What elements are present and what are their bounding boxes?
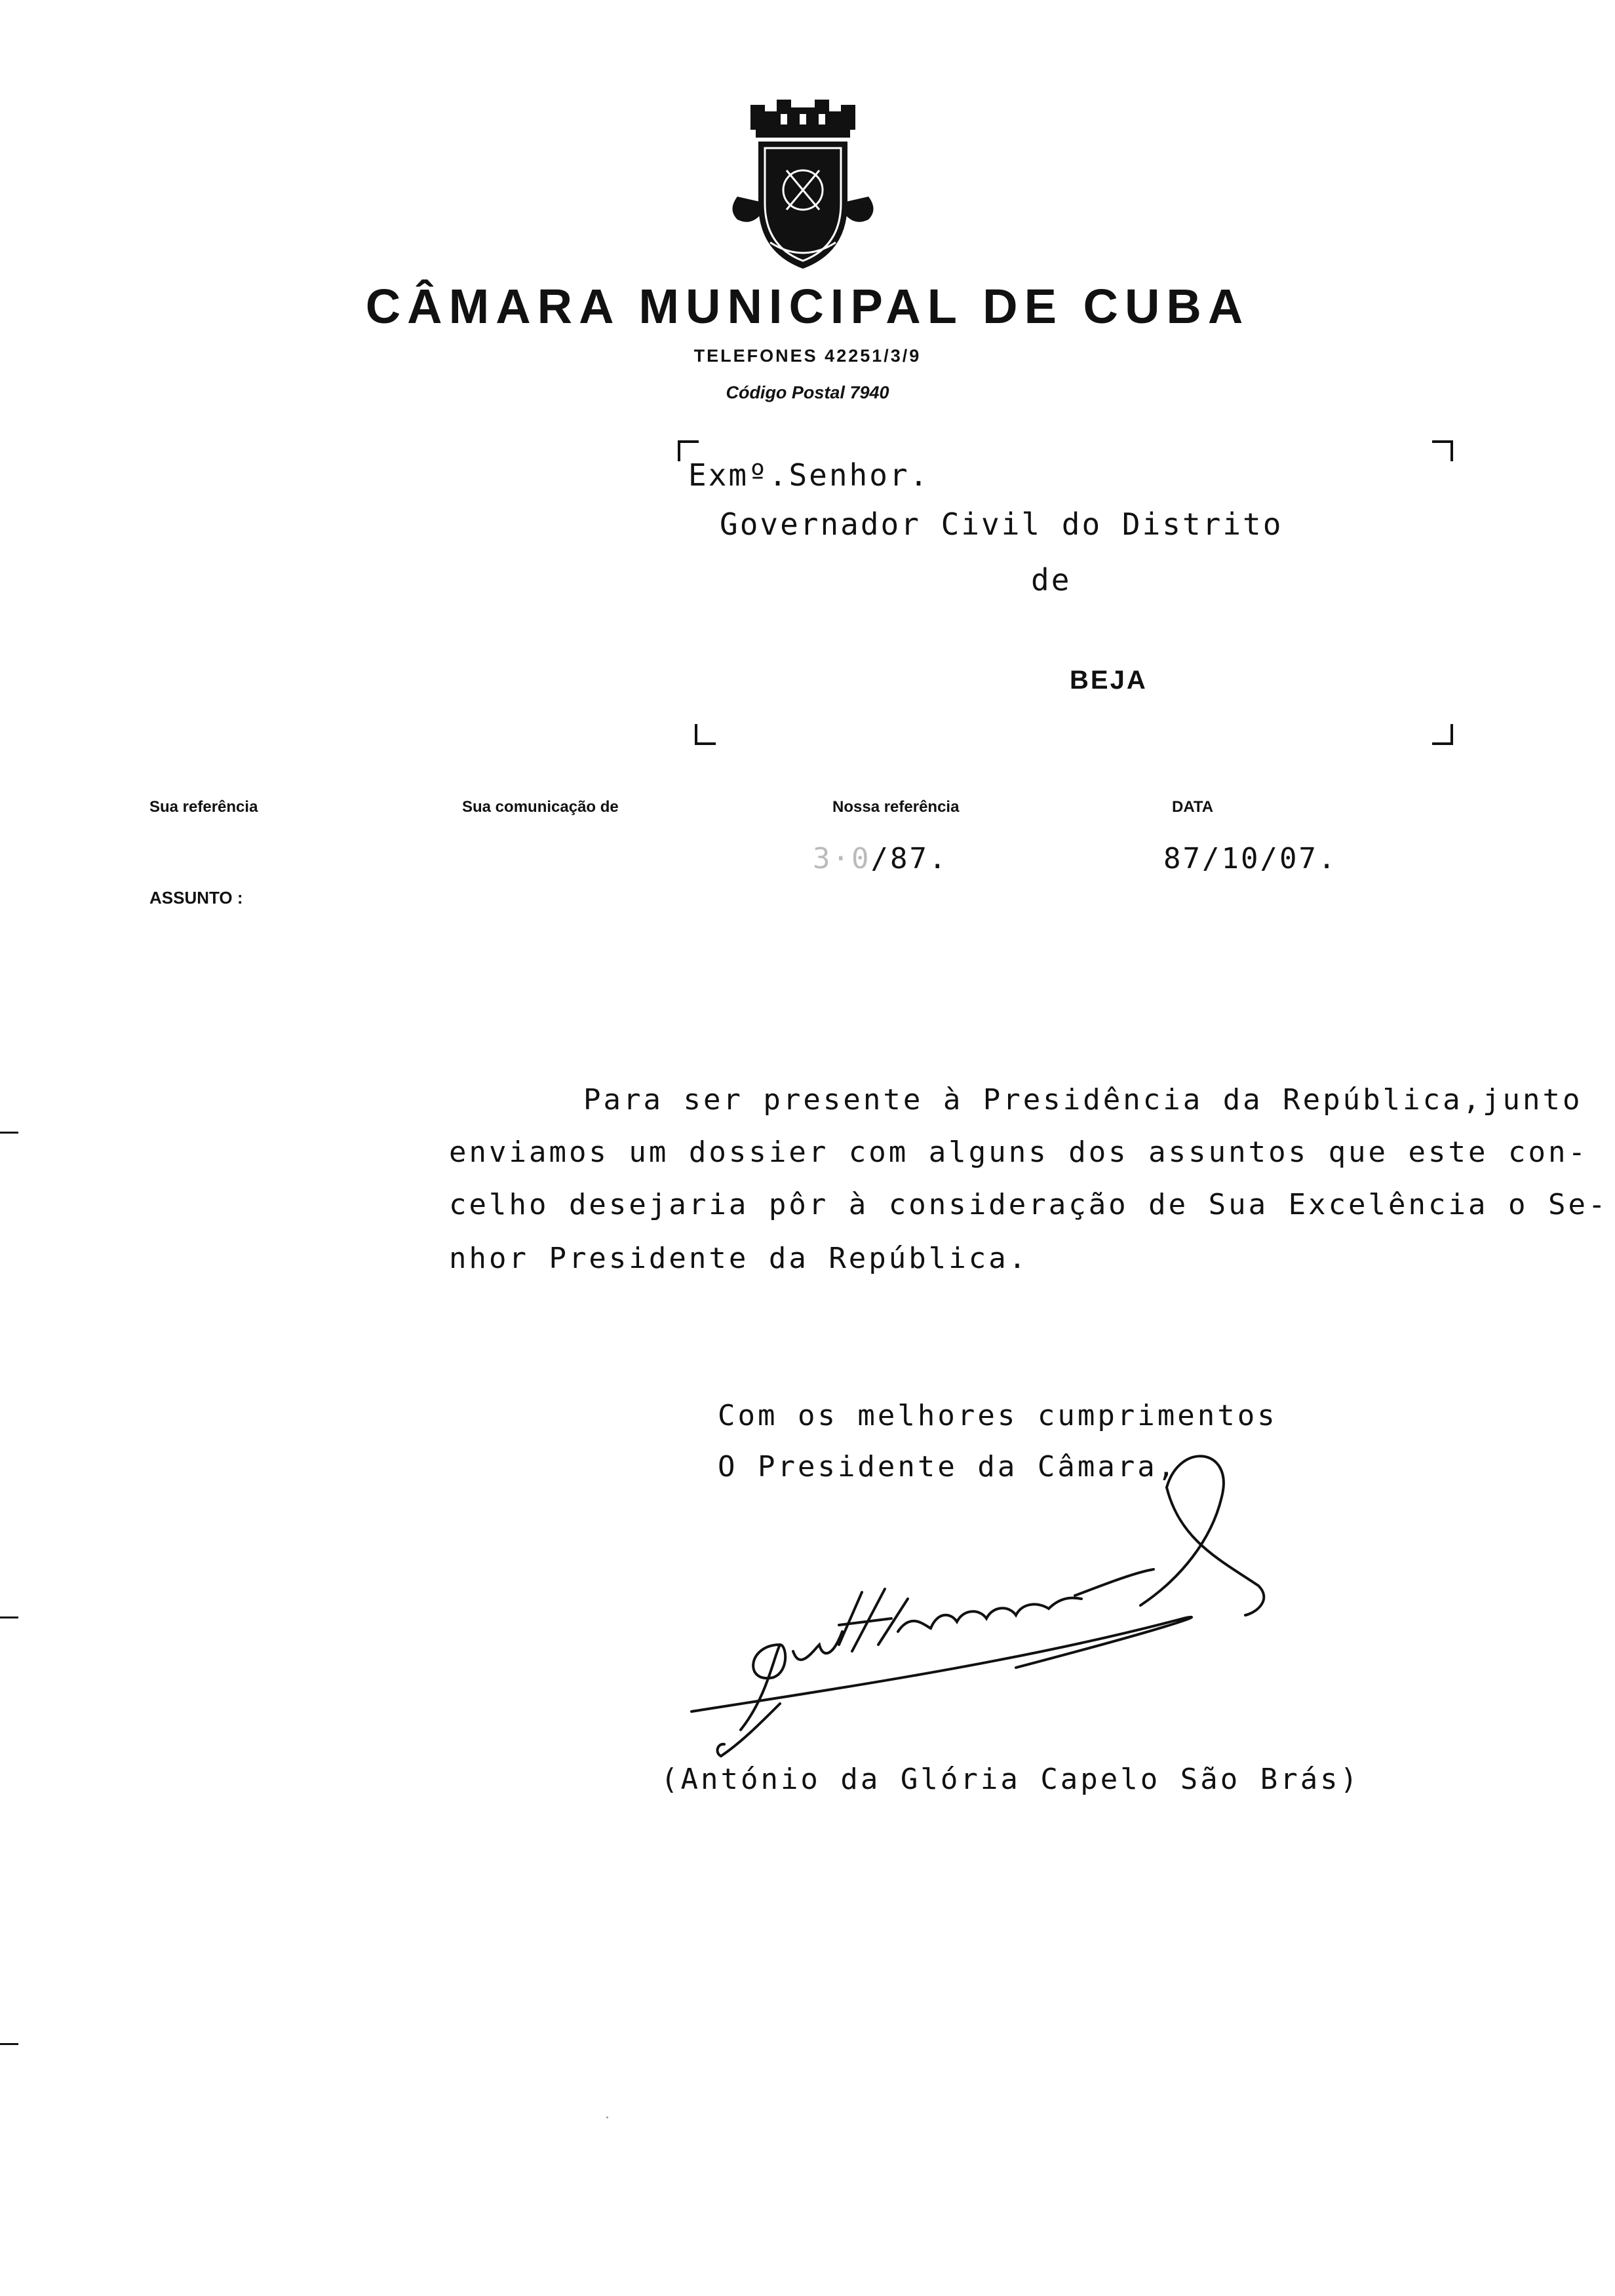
closing-role: O Presidente da Câmara,: [718, 1450, 1178, 1483]
fold-mark-middle: [0, 1617, 18, 1618]
municipality-title: CÂMARA MUNICIPAL DE CUBA: [365, 279, 1250, 334]
phone-numbers: TELEFONES 42251/3/9: [693, 346, 922, 366]
reference-year: /87.: [870, 842, 948, 875]
recipient-de: de: [1031, 562, 1072, 598]
sua-referencia-label: Sua referência: [149, 798, 258, 816]
data-label: DATA: [1172, 798, 1214, 816]
date-value: 87/10/07.: [1163, 842, 1338, 875]
signatory-name: (António da Glória Capelo São Brás): [661, 1763, 1361, 1796]
nossa-referencia-label: Nossa referência: [832, 798, 960, 816]
body-line-4: nhor Presidente da República.: [449, 1242, 1029, 1275]
fold-mark-top: [0, 1132, 18, 1134]
postal-code: Código Postal 7940: [726, 383, 889, 402]
address-corner-top-right: [1432, 440, 1453, 461]
reference-number-smudge: 3·0: [813, 842, 871, 875]
scan-speck: [606, 2116, 608, 2118]
nossa-referencia-value: [813, 842, 948, 875]
sua-comunicacao-label: Sua comunicação de: [462, 798, 619, 816]
recipient-city: BEJA: [1070, 666, 1148, 695]
body-line-2: enviamos um dossier com alguns dos assuntos que este con-: [449, 1136, 1588, 1169]
closing-greeting: Com os melhores cumprimentos: [718, 1399, 1277, 1432]
body-line-3: celho desejaria pôr à consideração de Sua Excelência o Se-: [449, 1188, 1608, 1221]
address-corner-bottom-left: [695, 724, 716, 745]
address-corner-bottom-right: [1432, 724, 1453, 745]
assunto-label: ASSUNTO :: [149, 888, 243, 908]
municipal-crest-icon: [724, 92, 882, 282]
recipient-title: Governador Civil do Distrito: [720, 507, 1283, 542]
fold-mark-bottom: [0, 2043, 18, 2045]
handwritten-signature: [682, 1435, 1291, 1763]
body-line-1: Para ser presente à Presidência da República,junto: [583, 1083, 1583, 1117]
recipient-salutation: Exmº.Senhor.: [688, 457, 930, 493]
